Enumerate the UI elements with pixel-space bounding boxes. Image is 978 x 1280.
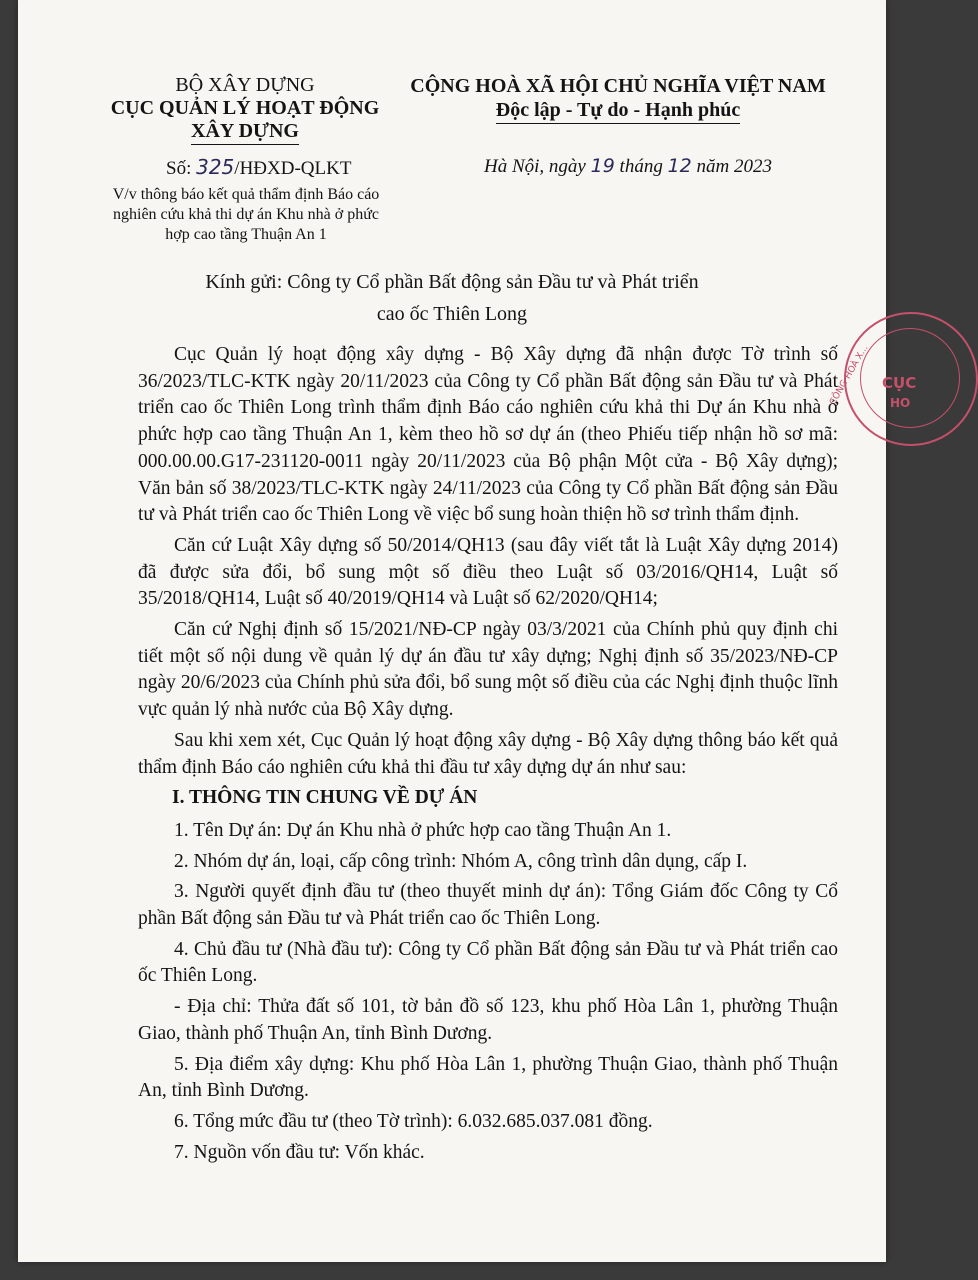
ministry-name: BỘ XÂY DỰNG	[175, 74, 315, 96]
document-body	[138, 342, 838, 1170]
document-number: Số: 325/HĐXD-QLKT	[166, 155, 352, 179]
handwritten-number: 325	[196, 155, 235, 179]
list-item: 2. Nhóm dự án, loại, cấp công trình: Nhóm A, công trình dân dụng, cấp I.	[174, 850, 748, 872]
national-motto: Độc lập - Tự do - Hạnh phúc	[496, 98, 740, 124]
national-header	[398, 74, 838, 124]
list-item: 7. Nguồn vốn đầu tư: Vốn khác.	[174, 1141, 425, 1163]
paragraph-intro: Cục Quản lý hoạt động xây dựng - Bộ Xây dựng đã nhận được Tờ trình số 36/2023/TLC-KTK ngày 20/11/2023 của Công ty Cổ phần Bất động sản Đầu tư và Phát triển cao ốc Thiên Long trình thẩm định Báo cáo nghiên cứu khả thi Dự án Khu nhà ở phức hợp cao tầng Thuận An 1, kèm theo hồ sơ dự án (theo Phiếu tiếp nhận hồ sơ mã: 000.00.00.G17-231120-0011 ngày 20/11/2023 của Bộ phận Một cửa - Bộ Xây dựng); Văn bản số 38/2023/TLC-KTK ngày 24/11/2023 của Công ty Cổ phần Bất động sản Đầu tư và Phát triển cao ốc Thiên Long về việc bổ sung hoàn thiện hồ sơ trình thẩm định.	[138, 344, 838, 526]
handwritten-month: 12	[667, 155, 692, 177]
recipient	[18, 266, 886, 330]
document-subject: V/v thông báo kết quả thẩm định Báo cáo nghiên cứu khả thi dự án Khu nhà ở phức hợp cao tầng Thuận An 1	[112, 186, 380, 243]
list-item: 4. Chủ đầu tư (Nhà đầu tư): Công ty Cổ phần Bất động sản Đầu tư và Phát triển cao ốc Thiên Long.	[138, 938, 838, 987]
place-and-date: Hà Nội, ngày 19 tháng 12 năm 2023	[484, 155, 772, 177]
official-seal-icon: CÔNG HOÀ X... CỤC HO	[844, 312, 978, 446]
list-item: 1. Tên Dự án: Dự án Khu nhà ở phức hợp cao tầng Thuận An 1.	[174, 819, 672, 841]
section-title: I. THÔNG TIN CHUNG VỀ DỰ ÁN	[172, 787, 478, 809]
department-name-line2: XÂY DỰNG	[191, 120, 299, 145]
country-name: CỘNG HOÀ XÃ HỘI CHỦ NGHĨA VIỆT NAM	[410, 75, 826, 97]
list-item: - Địa chỉ: Thửa đất số 101, tờ bản đồ số 123, khu phố Hòa Lân 1, phường Thuận Giao, thành phố Thuận An, tỉnh Bình Dương.	[138, 996, 838, 1044]
handwritten-day: 19	[590, 155, 615, 177]
department-name-line1: CỤC QUẢN LÝ HOẠT ĐỘNG	[110, 97, 380, 119]
recipient-line2: cao ốc Thiên Long	[376, 303, 528, 325]
paragraph-legal-basis-2: Căn cứ Nghị định số 15/2021/NĐ-CP ngày 03/3/2021 của Chính phủ quy định chi tiết một số nội dung về quản lý dự án đầu tư xây dựng; Nghị định số 35/2023/NĐ-CP ngày 20/6/2023 của Chính phủ sửa đổi, bổ sung một số điều của các Nghị định thuộc lĩnh vực quản lý nhà nước của Bộ Xây dựng.	[138, 619, 838, 721]
list-item: 5. Địa điểm xây dựng: Khu phố Hòa Lân 1, phường Thuận Giao, thành phố Thuận An, tỉnh Bình Dương.	[138, 1053, 838, 1102]
recipient-line1: Kính gửi: Công ty Cổ phần Bất động sản Đầu tư và Phát triển	[205, 271, 699, 293]
issuing-authority	[110, 74, 380, 145]
list-item: 6. Tổng mức đầu tư (theo Tờ trình): 6.032.685.037.081 đồng.	[174, 1110, 653, 1132]
document-page	[18, 0, 917, 1262]
paragraph-legal-basis-1: Căn cứ Luật Xây dựng số 50/2014/QH13 (sau đây viết tắt là Luật Xây dựng 2014) đã được sửa đổi, bổ sung một số điều theo Luật số 03/2016/QH14, Luật số 35/2018/QH14, Luật số 40/2019/QH14 và Luật số 62/2020/QH14;	[138, 534, 838, 610]
list-item: 3. Người quyết định đầu tư (theo thuyết minh dự án): Tổng Giám đốc Công ty Cổ phần Bất động sản Đầu tư và Phát triển cao ốc Thiên Long.	[138, 881, 838, 930]
paragraph-conclusion: Sau khi xem xét, Cục Quản lý hoạt động xây dựng - Bộ Xây dựng thông báo kết quả thẩm định Báo cáo nghiên cứu khả thi đầu tư xây dựng dự án như sau:	[138, 729, 838, 778]
